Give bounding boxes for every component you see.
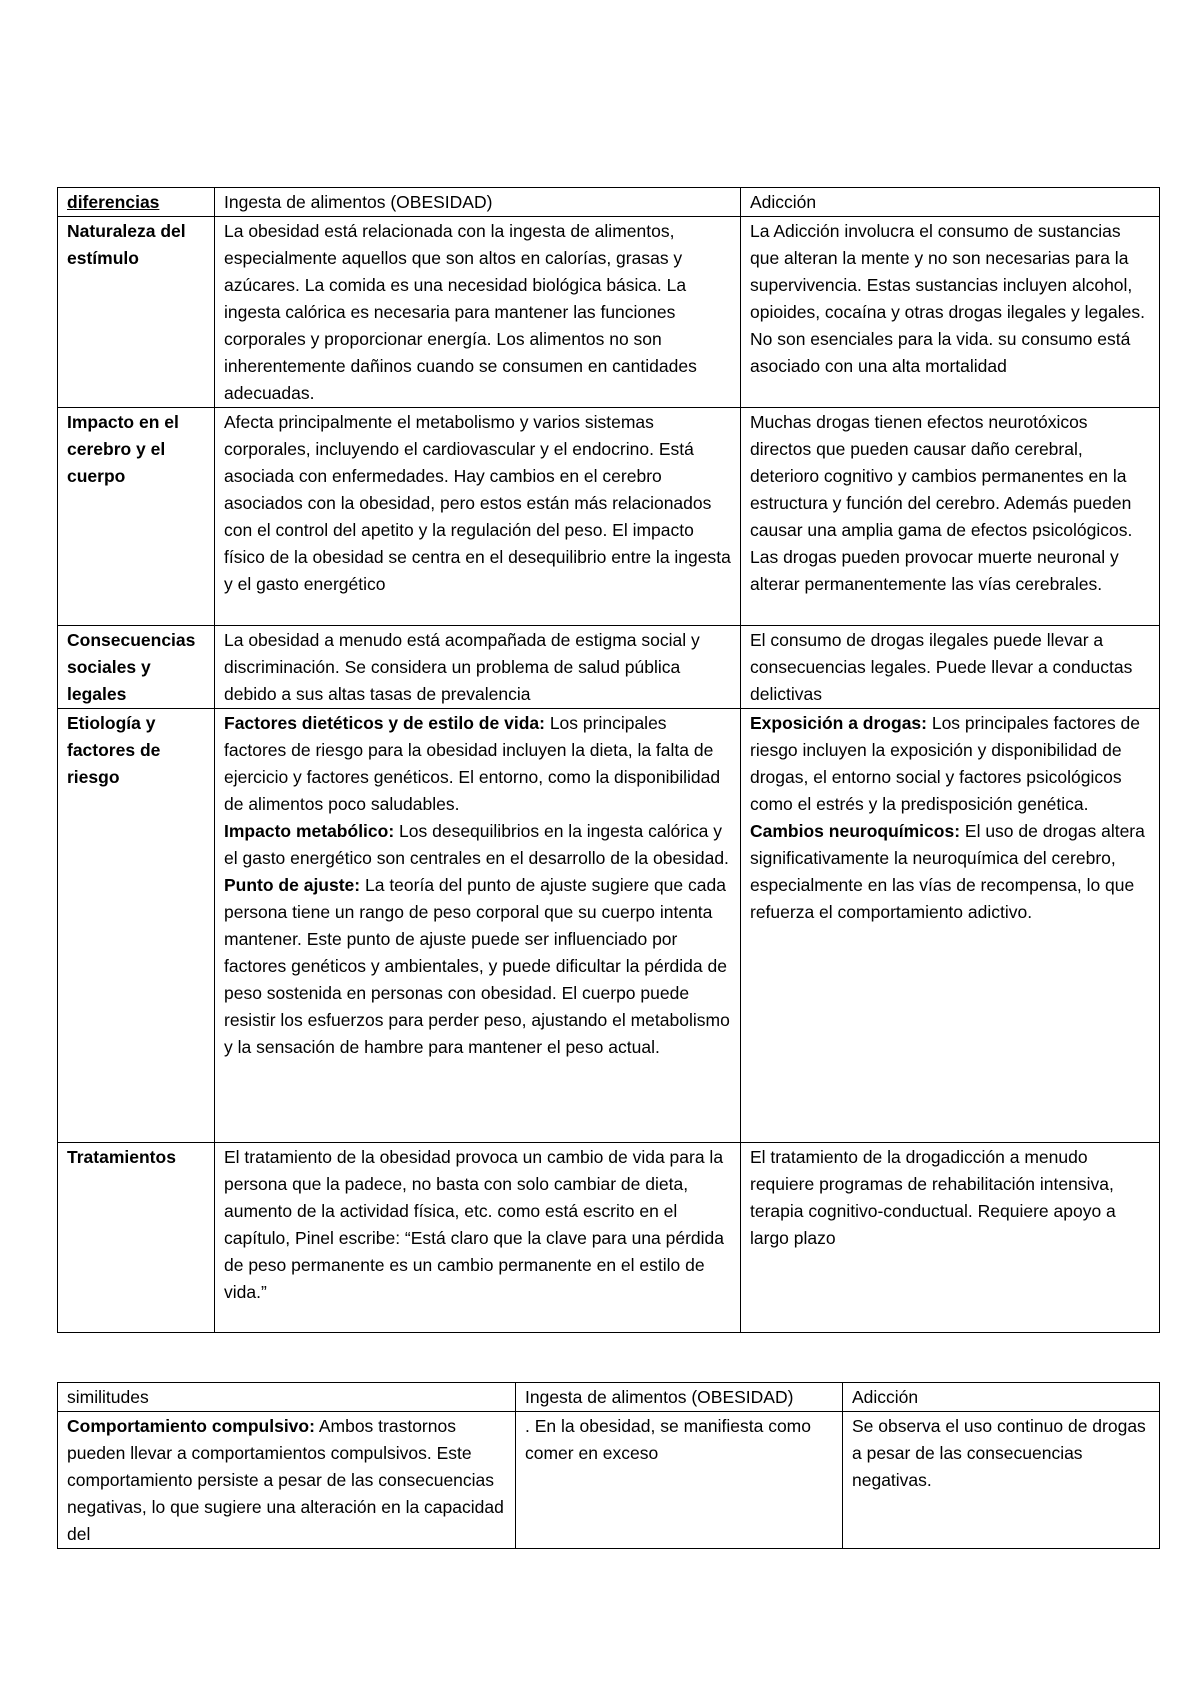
obesity-cell: El tratamiento de la obesidad provoca un cambio de vida para la persona que la padece, no basta con solo cambiar de dieta, aumento de la actividad física, etc. como está escrito en el capítulo, Pinel escribe: “Está claro que la clave para una pérdida de peso permanente es un cambio permanente en el estilo de vida.” <box>215 1143 741 1333</box>
row-label: Tratamientos <box>58 1143 215 1333</box>
paragraph: Factores dietéticos y de estilo de vida: Los principales factores de riesgo para la obesidad incluyen la dieta, la falta de ejercicio y factores genéticos. El entorno, como la disponibilidad de alimentos poco saludables. <box>224 713 721 814</box>
obesity-cell: La obesidad a menudo está acompañada de estigma social y discriminación. Se considera un problema de salud pública debido a sus altas tasas de prevalencia <box>215 626 741 709</box>
addiction-cell: La Adicción involucra el consumo de sustancias que alteran la mente y no son necesarias para la supervivencia. Estas sustancias incluyen alcohol, opioides, cocaína y otras drogas ilegales y legales. No son esenciales para la vida. su consumo está asociado con una alta mortalidad <box>741 217 1160 408</box>
row-label: Etiología y factores de riesgo <box>58 709 215 1143</box>
addiction-cell: El tratamiento de la drogadicción a menudo requiere programas de rehabilitación intensiva, terapia cognitivo-conductual. Requiere apoyo a largo plazo <box>741 1143 1160 1333</box>
differences-table <box>57 187 1160 1333</box>
table-header-row <box>58 188 1160 217</box>
header-obesity: Ingesta de alimentos (OBESIDAD) <box>215 188 741 217</box>
header-addiction: Adicción <box>843 1383 1160 1412</box>
obesity-cell: La obesidad está relacionada con la ingesta de alimentos, especialmente aquellos que son altos en calorías, grasas y azúcares. La comida es una necesidad biológica básica. La ingesta calórica es necesaria para mantener las funciones corporales y proporcionar energía. Los alimentos no son inherentemente dañinos cuando se consumen en cantidades adecuadas. <box>215 217 741 408</box>
header-addiction: Adicción <box>741 188 1160 217</box>
table-row <box>58 626 1160 709</box>
addiction-cell: El consumo de drogas ilegales puede llevar a consecuencias legales. Puede llevar a conductas delictivas <box>741 626 1160 709</box>
paragraph: Cambios neuroquímicos: El uso de drogas altera significativamente la neuroquímica del cerebro, especialmente en las vías de recompensa, lo que refuerza el comportamiento adictivo. <box>750 821 1145 922</box>
table-row <box>58 1412 1160 1549</box>
row-label: Naturaleza del estímulo <box>58 217 215 408</box>
row-label: Impacto en el cerebro y el cuerpo <box>58 408 215 626</box>
table-row <box>58 1143 1160 1333</box>
table-row <box>58 217 1160 408</box>
table-header-row <box>58 1383 1160 1412</box>
header-obesity: Ingesta de alimentos (OBESIDAD) <box>516 1383 843 1412</box>
addiction-cell: Muchas drogas tienen efectos neurotóxicos directos que pueden causar daño cerebral, deterioro cognitivo y cambios permanentes en la estructura y función del cerebro. Además pueden causar una amplia gama de efectos psicológicos. Las drogas pueden provocar muerte neuronal y alterar permanentemente las vías cerebrales. <box>741 408 1160 626</box>
paragraph: Impacto metabólico: Los desequilibrios en la ingesta calórica y el gasto energético son centrales en el desarrollo de la obesidad. <box>224 821 729 868</box>
similarities-table <box>57 1382 1160 1549</box>
paragraph: Punto de ajuste: La teoría del punto de ajuste sugiere que cada persona tiene un rango de peso corporal que su cuerpo intenta mantener. Este punto de ajuste puede ser influenciado por factores genéticos y ambientales, y puede dificultar la pérdida de peso sostenida en personas con obesidad. El cuerpo puede resistir los esfuerzos para perder peso, ajustando el metabolismo y la sensación de hambre para mantener el peso actual. <box>224 875 730 1057</box>
table-row <box>58 408 1160 626</box>
obesity-cell: Afecta principalmente el metabolismo y varios sistemas corporales, incluyendo el cardiovascular y el endocrino. Está asociada con enfermedades. Hay cambios en el cerebro asociados con la obesidad, pero estos están más relacionados con el control del apetito y la regulación del peso. El impacto físico de la obesidad se centra en el desequilibrio entre la ingesta y el gasto energético <box>215 408 741 626</box>
table-row <box>58 709 1160 1143</box>
header-differences: diferencias <box>58 188 215 217</box>
header-similarities: similitudes <box>58 1383 516 1412</box>
obesity-cell <box>215 709 741 1143</box>
similarity-cell: Comportamiento compulsivo: Ambos trastornos pueden llevar a comportamientos compulsivos. Este comportamiento persiste a pesar de las consecuencias negativas, lo que sugiere una alteración en la capacidad del <box>58 1412 516 1549</box>
addiction-cell: Se observa el uso continuo de drogas a pesar de las consecuencias negativas. <box>843 1412 1160 1549</box>
row-label: Consecuencias sociales y legales <box>58 626 215 709</box>
paragraph: Exposición a drogas: Los principales factores de riesgo incluyen la exposición y disponibilidad de drogas, el entorno social y factores psicológicos como el estrés y la predisposición genética. <box>750 713 1141 814</box>
obesity-cell: . En la obesidad, se manifiesta como comer en exceso <box>516 1412 843 1549</box>
addiction-cell <box>741 709 1160 1143</box>
